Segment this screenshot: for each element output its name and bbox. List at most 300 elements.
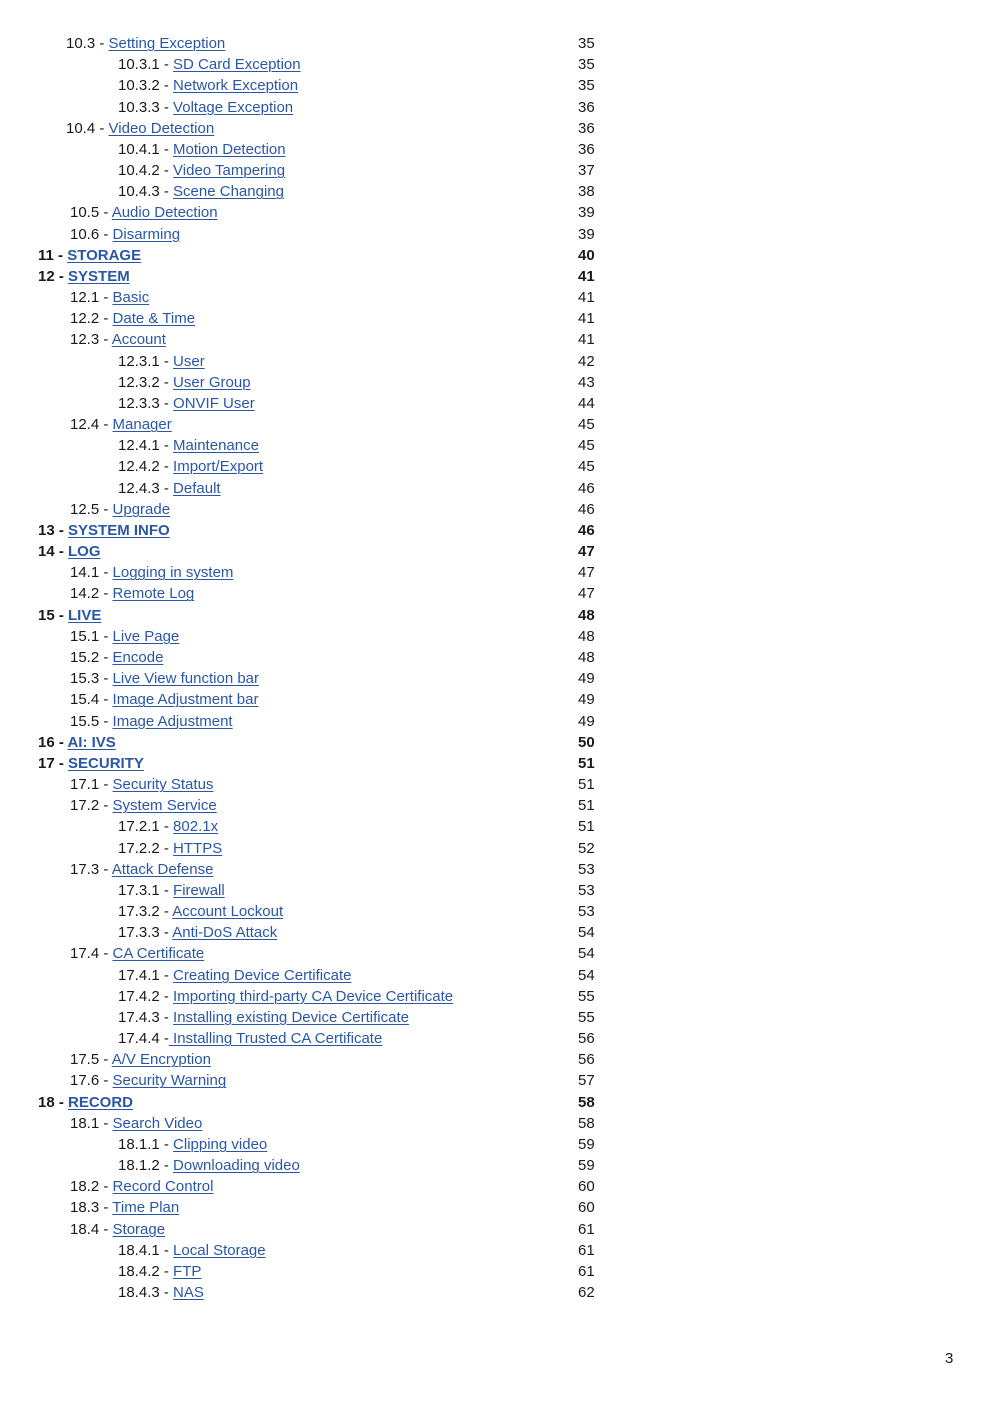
toc-entry-label xyxy=(38,753,144,774)
toc-section-number: 18.1.2 - xyxy=(118,1157,174,1175)
toc-section-link[interactable]: CA Certificate xyxy=(112,945,205,963)
toc-page-number: 54 xyxy=(578,945,595,963)
toc-section-link[interactable]: Scene Changing xyxy=(173,183,284,201)
toc-page-number: 36 xyxy=(578,98,595,116)
toc-entry-label xyxy=(70,689,258,710)
toc-section-link[interactable]: Setting Exception xyxy=(108,35,226,52)
toc-page-number: 35 xyxy=(578,77,595,95)
toc-section-number: 14.1 - xyxy=(70,564,113,582)
toc-entry[interactable] xyxy=(0,859,993,880)
toc-section-number: 10.3.2 - xyxy=(118,77,174,95)
toc-page-number: 60 xyxy=(578,1199,595,1217)
toc-page-number: 46 xyxy=(578,521,595,539)
toc-page-number: 54 xyxy=(578,924,595,942)
toc-section-number: 12.3.2 - xyxy=(118,373,174,391)
toc-entry[interactable] xyxy=(0,1176,993,1197)
toc-entry[interactable] xyxy=(0,1007,993,1028)
toc-entry[interactable] xyxy=(0,1070,993,1091)
toc-entry[interactable] xyxy=(0,1049,993,1070)
toc-section-link[interactable]: Account xyxy=(111,331,166,349)
toc-entry[interactable] xyxy=(0,54,993,75)
toc-section-number: 12.2 - xyxy=(70,310,113,328)
toc-entry-label xyxy=(118,838,222,859)
toc-section-link[interactable]: Motion Detection xyxy=(173,140,286,158)
toc-section-number: 10.4 - xyxy=(66,119,109,137)
toc-section-number: 12 - xyxy=(38,267,69,285)
toc-section-link[interactable]: ONVIF User xyxy=(173,394,255,412)
toc-section-link[interactable]: Local Storage xyxy=(173,1241,266,1259)
toc-section-link[interactable]: SD Card Exception xyxy=(173,56,301,74)
toc-entry-label xyxy=(118,816,218,837)
toc-page-number: 45 xyxy=(578,437,595,455)
toc-section-number: 12.5 - xyxy=(70,500,113,518)
toc-entry-label xyxy=(38,541,101,562)
toc-entry-label xyxy=(70,583,194,604)
toc-section-link[interactable]: Video Tampering xyxy=(173,162,286,180)
toc-entry-label xyxy=(70,1176,213,1197)
toc-section-link[interactable]: Disarming xyxy=(112,225,181,243)
toc-entry-label xyxy=(118,901,283,922)
toc-entry[interactable] xyxy=(0,181,993,202)
toc-section-number: 17.4 - xyxy=(70,945,113,963)
toc-page-number: 49 xyxy=(578,712,595,730)
toc-entry[interactable] xyxy=(0,626,993,647)
toc-page-number: 47 xyxy=(578,585,595,603)
toc-section-link[interactable]: System Service xyxy=(112,797,217,815)
toc-entry-label xyxy=(70,329,166,350)
toc-section-link[interactable]: Maintenance xyxy=(173,437,259,455)
toc-section-number: 15.1 - xyxy=(70,627,113,645)
toc-section-number: 17.3.1 - xyxy=(118,881,174,899)
toc-entry[interactable] xyxy=(0,901,993,922)
toc-section-link[interactable]: Network Exception xyxy=(173,77,299,95)
toc-entry-label xyxy=(70,647,163,668)
toc-page-number: 56 xyxy=(578,1051,595,1069)
toc-page-number: 58 xyxy=(578,1093,595,1111)
toc-section-number: 17.4.3 - xyxy=(118,1008,174,1026)
toc-section-link[interactable]: Installing existing Device Certificate xyxy=(173,1008,409,1026)
toc-entry-label xyxy=(118,139,286,160)
toc-section-link[interactable]: Time Plan xyxy=(112,1199,180,1217)
toc-section-number: 10.3 - xyxy=(66,35,109,52)
toc-entry[interactable] xyxy=(0,435,993,456)
toc-entry[interactable] xyxy=(0,329,993,350)
toc-entry[interactable] xyxy=(0,732,993,753)
toc-entry-label xyxy=(70,1219,165,1240)
toc-section-number: 18.4.1 - xyxy=(118,1241,174,1259)
toc-page-number: 51 xyxy=(578,818,595,836)
toc-page-number: 48 xyxy=(578,606,595,624)
toc-section-link[interactable]: Remote Log xyxy=(112,585,195,603)
toc-entry[interactable] xyxy=(0,1113,993,1134)
toc-section-number: 12.3.3 - xyxy=(118,394,174,412)
toc-entry-label xyxy=(118,456,263,477)
toc-section-number: 12.1 - xyxy=(70,289,113,307)
toc-section-number: 15.2 - xyxy=(70,648,113,666)
toc-page-number: 41 xyxy=(578,310,595,328)
toc-entry[interactable] xyxy=(0,393,993,414)
toc-entry[interactable] xyxy=(0,1197,993,1218)
toc-page-number: 43 xyxy=(578,373,595,391)
toc-entry[interactable] xyxy=(0,1134,993,1155)
toc-entry[interactable] xyxy=(0,880,993,901)
toc-page-number: 35 xyxy=(578,35,595,52)
toc-page-number: 48 xyxy=(578,648,595,666)
toc-section-number: 18.3 - xyxy=(70,1199,113,1217)
toc-section-number: 17.4.4 - xyxy=(118,1030,169,1048)
toc-entry-label xyxy=(118,1028,382,1049)
toc-section-number: 10.5 - xyxy=(70,204,112,222)
toc-section-number: 15.3 - xyxy=(70,670,113,688)
toc-section-link[interactable]: Live View function bar xyxy=(112,670,260,688)
toc-section-link[interactable]: Creating Device Certificate xyxy=(173,966,352,984)
toc-section-number: 18.4 - xyxy=(70,1220,113,1238)
toc-entry-label xyxy=(38,266,130,287)
toc-entry[interactable] xyxy=(0,1240,993,1261)
toc-page-number: 53 xyxy=(578,903,595,921)
toc-entry-label xyxy=(118,75,298,96)
toc-page-number: 41 xyxy=(578,267,595,285)
toc-page-number: 55 xyxy=(578,1008,595,1026)
toc-section-link[interactable]: A/V Encryption xyxy=(111,1051,211,1069)
toc-entry-label xyxy=(70,626,179,647)
toc-section-number: 14.2 - xyxy=(70,585,113,603)
toc-section-number: 17.5 - xyxy=(70,1051,112,1069)
toc-section-number: 10.6 - xyxy=(70,225,113,243)
toc-entry-label xyxy=(70,499,170,520)
toc-page-number: 61 xyxy=(578,1262,595,1280)
toc-page-number: 52 xyxy=(578,839,595,857)
toc-section-link[interactable]: LOG xyxy=(68,543,101,561)
toc-entry[interactable] xyxy=(0,838,993,859)
toc-page-number: 41 xyxy=(578,331,595,349)
table-of-contents xyxy=(0,33,993,1303)
toc-section-number: 11 - xyxy=(38,246,68,264)
toc-entry[interactable] xyxy=(0,456,993,477)
toc-page-number: 46 xyxy=(578,500,595,518)
toc-entry[interactable] xyxy=(0,753,993,774)
toc-section-link[interactable]: Importing third-party CA Device Certificate xyxy=(173,987,454,1005)
toc-entry-label xyxy=(66,118,214,139)
toc-entry-label xyxy=(70,562,233,583)
toc-entry-label xyxy=(118,97,293,118)
toc-entry-label xyxy=(70,202,218,223)
toc-page-number: 45 xyxy=(578,458,595,476)
toc-entry-label xyxy=(70,711,233,732)
toc-section-link[interactable]: FTP xyxy=(173,1262,202,1280)
toc-entry[interactable] xyxy=(0,1155,993,1176)
toc-entry[interactable] xyxy=(0,308,993,329)
toc-page-number: 35 xyxy=(578,56,595,74)
toc-page-number: 51 xyxy=(578,754,595,772)
toc-section-number: 18 - xyxy=(38,1093,69,1111)
toc-entry-label xyxy=(70,308,195,329)
toc-section-link[interactable]: Attack Defense xyxy=(111,860,214,878)
toc-page-number: 41 xyxy=(578,289,595,307)
toc-entry[interactable] xyxy=(0,499,993,520)
toc-section-link[interactable]: STORAGE xyxy=(67,246,142,264)
toc-entry-label xyxy=(70,943,204,964)
toc-section-number: 17.1 - xyxy=(70,776,113,794)
toc-entry-label xyxy=(38,520,170,541)
toc-section-link[interactable]: Clipping video xyxy=(173,1135,268,1153)
toc-section-number: 10.3.1 - xyxy=(118,56,174,74)
toc-page-number: 60 xyxy=(578,1178,595,1196)
toc-section-number: 12.3 - xyxy=(70,331,112,349)
toc-page-number: 62 xyxy=(578,1284,595,1302)
toc-entry[interactable] xyxy=(0,943,993,964)
toc-entry[interactable] xyxy=(0,520,993,541)
toc-section-number: 12.4.2 - xyxy=(118,458,174,476)
toc-page-number: 53 xyxy=(578,860,595,878)
toc-entry[interactable] xyxy=(0,711,993,732)
toc-page-number: 36 xyxy=(578,119,595,137)
toc-page-number: 51 xyxy=(578,776,595,794)
toc-page-number: 58 xyxy=(578,1114,595,1132)
toc-section-number: 17.3.3 - xyxy=(118,924,173,942)
toc-section-link[interactable]: Anti-DoS Attack xyxy=(172,924,278,942)
toc-section-number: 15 - xyxy=(38,606,69,624)
toc-section-link[interactable]: NAS xyxy=(173,1284,204,1302)
toc-entry[interactable] xyxy=(0,139,993,160)
toc-page-number: 57 xyxy=(578,1072,595,1090)
toc-page-number: 36 xyxy=(578,140,595,158)
toc-page-number: 44 xyxy=(578,394,595,412)
toc-entry-label xyxy=(118,1282,204,1303)
toc-section-link[interactable]: Account Lockout xyxy=(172,903,284,921)
toc-page-number: 51 xyxy=(578,797,595,815)
toc-page-number: 61 xyxy=(578,1241,595,1259)
toc-entry-label xyxy=(70,795,217,816)
toc-section-number: 17.6 - xyxy=(70,1072,113,1090)
toc-page-number: 61 xyxy=(578,1220,595,1238)
toc-entry[interactable] xyxy=(0,118,993,139)
toc-entry[interactable] xyxy=(0,605,993,626)
toc-section-link[interactable]: SYSTEM INFO xyxy=(68,521,170,539)
toc-entry[interactable] xyxy=(0,922,993,943)
toc-entry[interactable] xyxy=(0,774,993,795)
toc-entry-label xyxy=(66,33,225,54)
toc-entry-label xyxy=(38,245,141,266)
toc-section-link[interactable]: Date & Time xyxy=(112,310,196,328)
toc-section-link[interactable]: SYSTEM xyxy=(68,267,130,285)
toc-entry[interactable] xyxy=(0,287,993,308)
toc-entry-label xyxy=(118,1155,300,1176)
toc-entry-label xyxy=(118,54,301,75)
toc-entry[interactable] xyxy=(0,668,993,689)
toc-section-link[interactable]: Basic xyxy=(112,289,150,307)
toc-section-link[interactable]: Image Adjustment bar xyxy=(112,691,259,709)
toc-entry-label xyxy=(118,351,205,372)
toc-entry-label xyxy=(70,668,259,689)
toc-entry-label xyxy=(118,160,285,181)
toc-section-link[interactable]: Upgrade xyxy=(112,500,171,518)
toc-entry[interactable] xyxy=(0,202,993,223)
toc-entry-label xyxy=(118,181,284,202)
toc-entry[interactable] xyxy=(0,541,993,562)
toc-entry-label xyxy=(118,393,255,414)
toc-section-number: 10.4.3 - xyxy=(118,183,174,201)
toc-section-link[interactable]: User Group xyxy=(173,373,251,391)
toc-section-link[interactable]: Manager xyxy=(112,416,172,434)
toc-section-number: 18.1 - xyxy=(70,1114,113,1132)
toc-section-link[interactable]: Firewall xyxy=(173,881,225,899)
toc-section-link[interactable]: SECURITY xyxy=(68,754,144,772)
toc-section-number: 12.4.1 - xyxy=(118,437,174,455)
toc-page-number: 37 xyxy=(578,162,595,180)
toc-section-number: 10.4.1 - xyxy=(118,140,174,158)
toc-entry-label xyxy=(38,1092,133,1113)
toc-entry[interactable] xyxy=(0,986,993,1007)
toc-section-link[interactable]: Image Adjustment xyxy=(112,712,233,730)
toc-entry[interactable] xyxy=(0,266,993,287)
toc-entry-label xyxy=(38,732,116,753)
toc-entry[interactable] xyxy=(0,351,993,372)
toc-section-link[interactable]: Downloading video xyxy=(173,1157,300,1175)
toc-section-number: 17 - xyxy=(38,754,69,772)
toc-entry[interactable] xyxy=(0,795,993,816)
toc-section-link[interactable]: LIVE xyxy=(68,606,102,624)
toc-entry-label xyxy=(70,1113,202,1134)
toc-section-link[interactable]: Live Page xyxy=(112,627,180,645)
toc-entry-label xyxy=(70,1049,211,1070)
toc-page-number: 47 xyxy=(578,543,595,561)
toc-section-number: 17.4.2 - xyxy=(118,987,174,1005)
toc-entry[interactable] xyxy=(0,965,993,986)
page-number: 3 xyxy=(945,1350,954,1367)
toc-section-number: 10.4.2 - xyxy=(118,162,174,180)
toc-section-link[interactable]: Installing Trusted CA Certificate xyxy=(168,1030,383,1048)
toc-entry[interactable] xyxy=(0,1282,993,1303)
toc-section-link[interactable]: Storage xyxy=(112,1220,166,1238)
toc-section-link[interactable]: 802.1x xyxy=(173,818,219,836)
toc-entry[interactable] xyxy=(0,1219,993,1240)
toc-entry-label xyxy=(118,435,259,456)
toc-section-link[interactable]: Video Detection xyxy=(108,119,215,137)
toc-section-number: 13 - xyxy=(38,521,69,539)
toc-entry[interactable] xyxy=(0,1261,993,1282)
toc-entry[interactable] xyxy=(0,224,993,245)
toc-section-link[interactable]: Security Status xyxy=(112,776,214,794)
toc-entry[interactable] xyxy=(0,414,993,435)
toc-entry-label xyxy=(118,478,221,499)
toc-entry[interactable] xyxy=(0,75,993,96)
toc-section-link[interactable]: Encode xyxy=(112,648,164,666)
toc-page-number: 59 xyxy=(578,1157,595,1175)
toc-entry-label xyxy=(70,774,213,795)
toc-section-number: 18.2 - xyxy=(70,1178,113,1196)
toc-section-number: 12.4.3 - xyxy=(118,479,174,497)
toc-section-link[interactable]: Voltage Exception xyxy=(173,98,294,116)
toc-section-number: 10.3.3 - xyxy=(118,98,174,116)
toc-section-number: 17.2.1 - xyxy=(118,818,174,836)
toc-entry-label xyxy=(118,1240,266,1261)
toc-section-number: 17.2.2 - xyxy=(118,839,174,857)
toc-entry[interactable] xyxy=(0,647,993,668)
toc-page-number: 45 xyxy=(578,416,595,434)
toc-entry[interactable] xyxy=(0,689,993,710)
toc-entry-label xyxy=(118,372,251,393)
toc-entry-label xyxy=(38,605,101,626)
toc-section-number: 17.2 - xyxy=(70,797,113,815)
toc-section-number: 17.3.2 - xyxy=(118,903,173,921)
toc-entry[interactable] xyxy=(0,97,993,118)
toc-page-number: 55 xyxy=(578,987,595,1005)
toc-section-number: 12.3.1 - xyxy=(118,352,174,370)
toc-entry-label xyxy=(118,1134,267,1155)
toc-entry-label xyxy=(118,1007,409,1028)
toc-entry-label xyxy=(70,1070,226,1091)
toc-page-number: 48 xyxy=(578,627,595,645)
toc-entry[interactable] xyxy=(0,372,993,393)
toc-entry[interactable] xyxy=(0,1028,993,1049)
toc-page-number: 40 xyxy=(578,246,595,264)
toc-section-link[interactable]: Logging in system xyxy=(112,564,234,582)
toc-entry-label xyxy=(70,224,180,245)
toc-page-number: 42 xyxy=(578,352,595,370)
toc-entry-label xyxy=(70,859,213,880)
toc-section-number: 17.3 - xyxy=(70,860,112,878)
toc-page-number: 56 xyxy=(578,1030,595,1048)
toc-entry-label xyxy=(118,880,225,901)
toc-page-number: 47 xyxy=(578,564,595,582)
toc-section-number: 12.4 - xyxy=(70,416,113,434)
toc-entry-label xyxy=(118,922,277,943)
toc-section-link[interactable]: AI: IVS xyxy=(67,733,116,751)
toc-page-number: 39 xyxy=(578,225,595,243)
toc-entry[interactable] xyxy=(0,583,993,604)
toc-entry[interactable] xyxy=(0,33,993,54)
toc-section-link[interactable]: Search Video xyxy=(112,1114,203,1132)
toc-section-link[interactable]: RECORD xyxy=(68,1093,134,1111)
toc-page-number: 38 xyxy=(578,183,595,201)
toc-page-number: 53 xyxy=(578,881,595,899)
toc-entry[interactable] xyxy=(0,816,993,837)
toc-section-link[interactable]: Security Warning xyxy=(112,1072,227,1090)
toc-section-number: 18.4.3 - xyxy=(118,1284,174,1302)
toc-entry-label xyxy=(118,986,453,1007)
toc-page-number: 46 xyxy=(578,479,595,497)
toc-entry[interactable] xyxy=(0,562,993,583)
toc-page-number: 59 xyxy=(578,1135,595,1153)
toc-section-number: 15.4 - xyxy=(70,691,113,709)
toc-section-link[interactable]: HTTPS xyxy=(173,839,223,857)
toc-entry[interactable] xyxy=(0,245,993,266)
toc-page-number: 54 xyxy=(578,966,595,984)
toc-section-link[interactable]: Default xyxy=(173,479,221,497)
toc-section-number: 16 - xyxy=(38,733,68,751)
toc-section-link[interactable]: User xyxy=(173,352,205,370)
toc-entry-label xyxy=(70,414,172,435)
toc-entry-label xyxy=(118,965,351,986)
toc-entry-label xyxy=(70,287,149,308)
toc-page-number: 49 xyxy=(578,691,595,709)
toc-entry[interactable] xyxy=(0,160,993,181)
toc-section-number: 18.4.2 - xyxy=(118,1262,174,1280)
toc-entry-label xyxy=(118,1261,201,1282)
toc-entry[interactable] xyxy=(0,1092,993,1113)
toc-entry[interactable] xyxy=(0,478,993,499)
toc-section-number: 15.5 - xyxy=(70,712,113,730)
toc-section-link[interactable]: Record Control xyxy=(112,1178,214,1196)
toc-section-number: 14 - xyxy=(38,543,69,561)
toc-section-number: 18.1.1 - xyxy=(118,1135,174,1153)
toc-page-number: 39 xyxy=(578,204,595,222)
toc-page-number: 49 xyxy=(578,670,595,688)
toc-section-number: 17.4.1 - xyxy=(118,966,174,984)
toc-section-link[interactable]: Import/Export xyxy=(173,458,264,476)
toc-section-link[interactable]: Audio Detection xyxy=(111,204,218,222)
